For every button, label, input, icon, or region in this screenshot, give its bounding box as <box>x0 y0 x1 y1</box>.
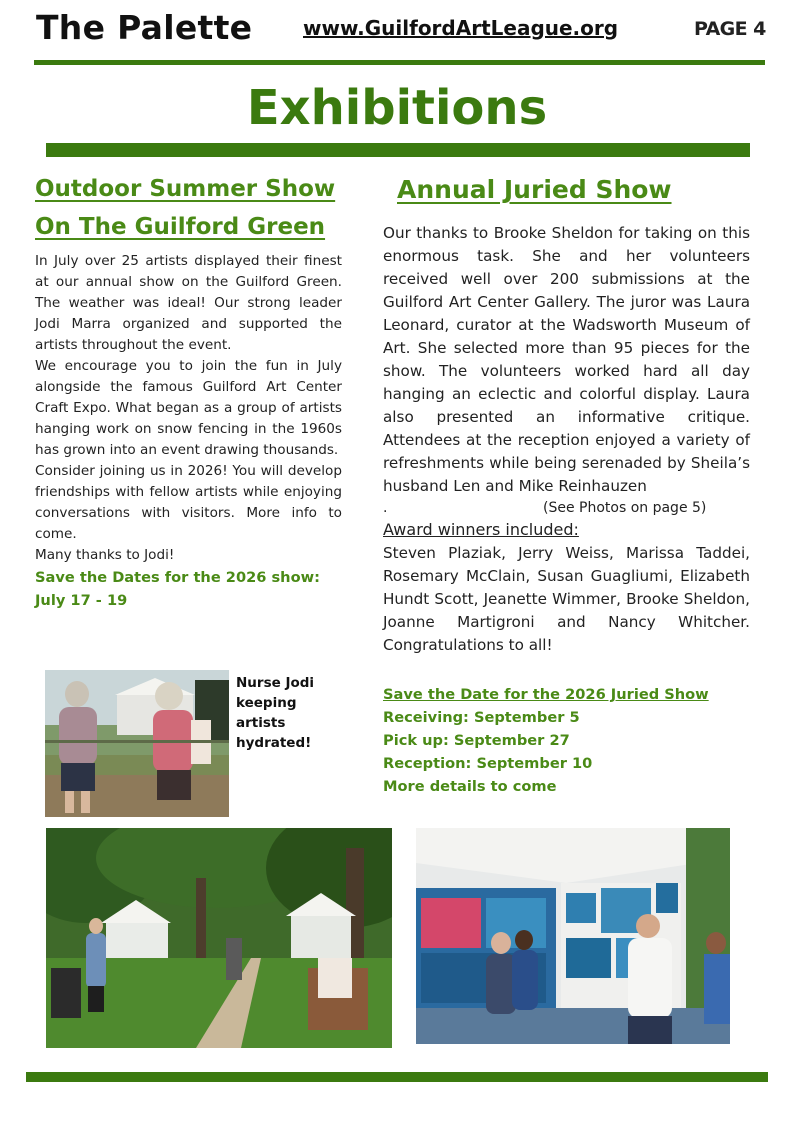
page-number: PAGE 4 <box>694 18 766 40</box>
nurse-jodi-caption: Nurse Jodi keeping artists hydrated! <box>236 675 315 751</box>
receiving-date: Receiving: September 5 <box>383 709 580 726</box>
pickup-date: Pick up: September 27 <box>383 732 570 749</box>
outdoor-show-paragraph: Many thanks to Jodi! <box>35 547 175 563</box>
juried-save-title: Save the Date for the 2026 Juried Show <box>383 686 709 703</box>
outdoor-show-paragraph: Consider joining us in 2026! You will develop friendships with fellow artists while enjoying conversations with visitors. More info to come. <box>35 463 342 542</box>
photos-note-text: (See Photos on page 5) <box>543 500 707 516</box>
outdoor-show-paragraph: In July over 25 artists displayed their finest at our annual show on the Guilford Green. The weather was ideal! Our strong leader Jodi Marra organized and supported the artists throughout the event. <box>35 253 342 353</box>
save-dates-line1: Save the Dates for the 2026 show: <box>35 569 320 586</box>
outdoor-show-paragraph: We encourage you to join the fun in July alongside the famous Guilford Art Center Craft Expo. What began as a group of artists hanging work on snow fencing in the 1960s has grown into an event drawing thousands. <box>35 358 342 458</box>
newsletter-title: The Palette <box>36 8 253 47</box>
juried-booth-photo <box>416 828 730 1044</box>
award-winners-heading: Award winners included: <box>383 520 579 539</box>
outdoor-show-article <box>35 170 342 612</box>
section-heading: Exhibitions <box>246 80 548 136</box>
outdoor-show-title-line2: On The Guilford Green <box>35 214 326 240</box>
website-link[interactable]: www.GuilfordArtLeague.org <box>303 16 619 40</box>
award-winners-list: Steven Plaziak, Jerry Weiss, Marissa Taddei, Rosemary McClain, Susan Guagliumi, Elizabeth Hundt Scott, Jeanette Wimmer, Brooke Sheldon, Joanne Martigroni and Nancy Whitcher. Congratulations to all! <box>383 544 750 654</box>
nurse-jodi-photo <box>45 670 229 817</box>
footer-divider <box>26 1072 768 1082</box>
photos-note: . (See Photos on page 5) <box>383 500 707 516</box>
juried-save-the-date <box>383 683 753 798</box>
guilford-green-photo <box>46 828 392 1048</box>
juried-show-title: Annual Juried Show <box>397 175 672 204</box>
juried-show-article <box>383 172 750 657</box>
save-dates-line2: July 17 - 19 <box>35 592 128 609</box>
juried-show-body: Our thanks to Brooke Sheldon for taking on this enormous task. She and her volunteers received well over 200 submissions at the Guilford Art Center Gallery. The juror was Laura Leonard, curator at the Wadsworth Museum of Art. She selected more than 95 pieces for the show. The volunteers worked hard all day hanging an eclectic and colorful display. Laura also presented an informative critique. Attendees at the reception enjoyed a variety of refreshments while being serenaded by Sheila’s husband Len and Mike Reinhauzen <box>383 224 750 495</box>
reception-date: Reception: September 10 <box>383 755 593 772</box>
more-details: More details to come <box>383 778 557 795</box>
outdoor-show-body <box>35 251 342 566</box>
outdoor-show-title <box>35 170 342 246</box>
heading-divider <box>46 143 750 157</box>
masthead-divider <box>34 60 765 65</box>
outdoor-show-title-line1: Outdoor Summer Show <box>35 176 336 202</box>
